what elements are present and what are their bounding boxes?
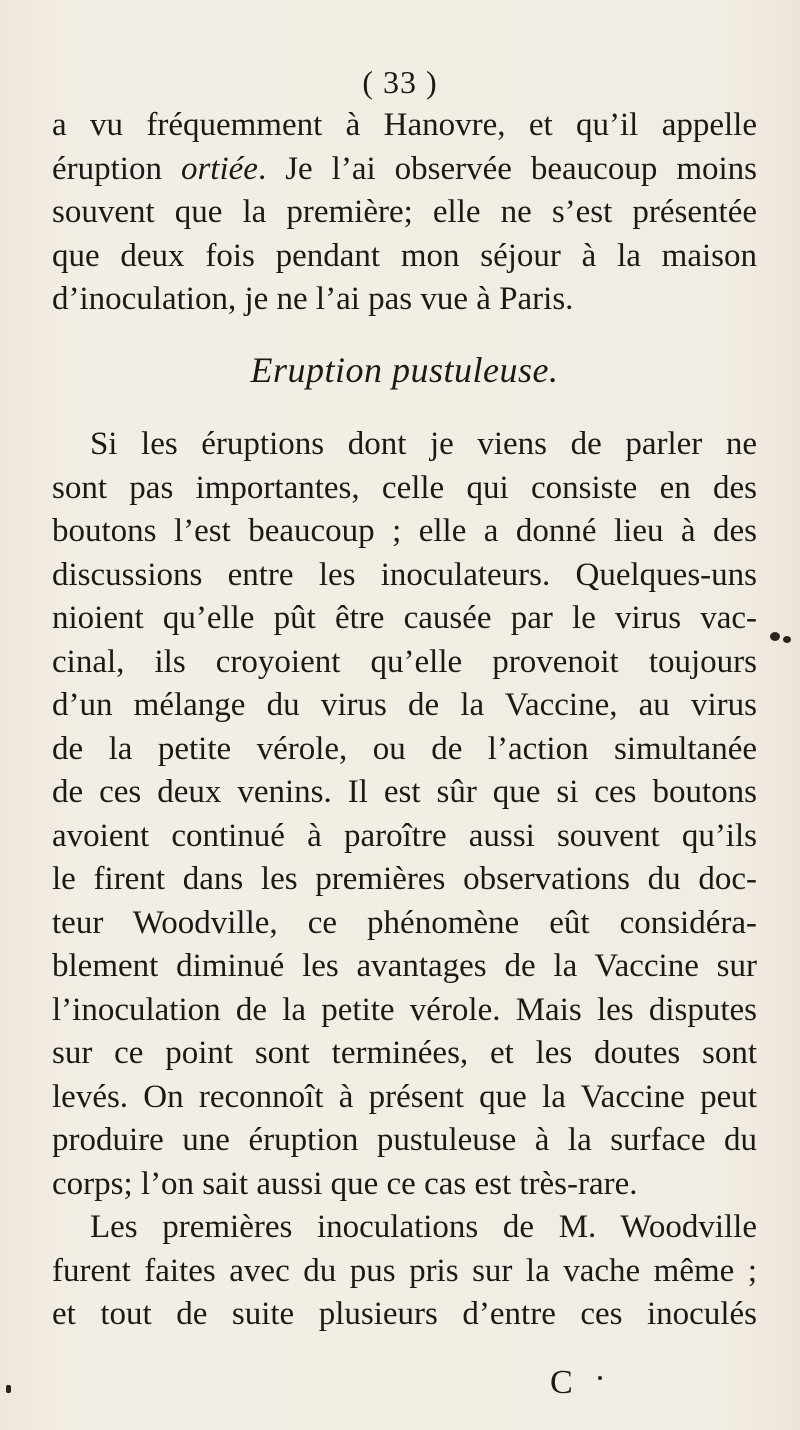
paragraph-woodville xyxy=(52,1206,757,1337)
text-line: teur Woodville, ce phénomène eût considéra- xyxy=(52,904,757,941)
text-line: Si les éruptions dont je viens de parler ne xyxy=(89,426,757,462)
text-line: avoient continué à paroître aussi souvent qu’ils xyxy=(52,817,757,854)
ink-speck xyxy=(598,1376,602,1380)
text-line: levés. On reconnoît à présent que la Vaccine peut xyxy=(52,1078,757,1115)
text-line: discussions entre les inoculateurs. Quelques-uns xyxy=(52,556,757,593)
text-line: d’un mélange du virus de la Vaccine, au virus xyxy=(52,687,757,723)
text-line: sont pas importantes, celle qui consiste en des xyxy=(52,469,757,506)
text-line: Les premières inoculations de M. Woodville xyxy=(89,1209,757,1245)
page-number: ( 33 ) xyxy=(362,64,438,100)
text-line: produire une éruption pustuleuse à la surface du xyxy=(52,1122,757,1158)
text-line: que deux fois pendant mon séjour à la maison xyxy=(52,237,757,274)
section-heading: Eruption pustuleuse. xyxy=(250,349,559,390)
paragraph-ortiee xyxy=(52,104,757,322)
text-line: le firent dans les premières observations du doc- xyxy=(52,861,757,897)
text-line: d’inoculation, je ne l’ai pas vue à Paris. xyxy=(52,281,574,317)
text-line xyxy=(52,148,757,192)
text-line: sur ce point sont terminées, et les doutes sont xyxy=(52,1035,757,1071)
body-text xyxy=(52,104,757,1337)
italic-term: ortiée xyxy=(180,150,258,187)
text-line: blement diminué les avantages de la Vaccine sur xyxy=(52,948,757,984)
paragraph-pustuleuse xyxy=(52,423,757,1206)
text-line: corps; l’on sait aussi que ce cas est très-rare. xyxy=(52,1165,638,1202)
text-line: furent faites avec du pus pris sur la vache même ; xyxy=(52,1252,757,1289)
text-segment: . Je l’ai observée beaucoup moins xyxy=(257,150,757,187)
text-line: souvent que la première; elle ne s’est présentée xyxy=(52,194,757,230)
text-segment: éruption xyxy=(52,150,181,187)
ink-speck xyxy=(783,636,791,643)
text-line: a vu fréquemment à Hanovre, et qu’il appelle xyxy=(52,107,757,143)
text-line: de la petite vérole, ou de l’action simultanée xyxy=(52,730,757,767)
text-line: de ces deux venins. Il est sûr que si ces boutons xyxy=(52,774,757,810)
text-line: nioient qu’elle pût être causée par le virus vac- xyxy=(52,600,757,636)
ink-speck xyxy=(6,1385,11,1393)
text-line: l’inoculation de la petite vérole. Mais les disputes xyxy=(52,991,757,1028)
text-line: boutons l’est beaucoup ; elle a donné lieu à des xyxy=(52,513,757,549)
text-line: et tout de suite plusieurs d’entre ces inoculés xyxy=(52,1296,757,1332)
signature-mark: C xyxy=(550,1364,573,1401)
text-line: cinal, ils croyoient qu’elle provenoit toujours xyxy=(52,643,757,680)
ink-speck xyxy=(770,632,780,641)
